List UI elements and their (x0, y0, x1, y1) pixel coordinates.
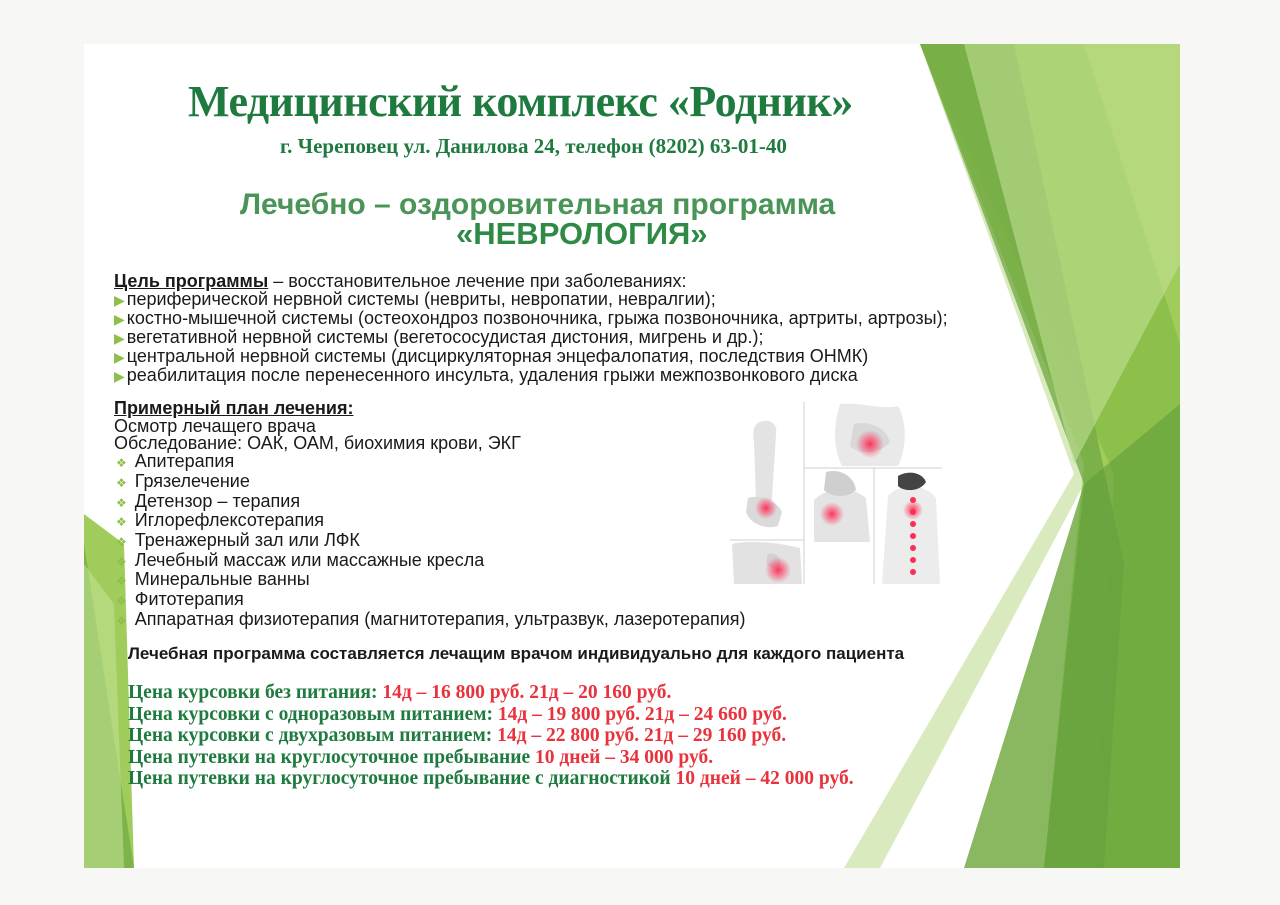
triangle-bullet-icon: ▶ (114, 292, 125, 308)
pain-points-collage (730, 402, 942, 584)
triangle-bullet-icon: ▶ (114, 311, 125, 327)
clinic-title: Медицинский комплекс «Родник» (188, 77, 853, 126)
price-list (128, 682, 1128, 790)
flyer-sheet (84, 44, 1180, 868)
triangle-bullet-icon: ▶ (114, 330, 125, 346)
price-value: 14д – 16 800 руб. 21д – 20 160 руб. (382, 682, 672, 703)
plan-line: Обследование: ОАК, ОАМ, биохимия крови, ЭКГ (114, 433, 521, 454)
program-name: «НЕВРОЛОГИЯ» (456, 216, 708, 251)
plan-list-item: ❖ Лечебный массаж или массажные кресла (116, 549, 485, 570)
plan-list-item: ❖ Фитотерапия (116, 589, 244, 610)
plan-list-item: ❖ Тренажерный зал или ЛФК (116, 529, 360, 550)
program-note: Лечебная программа составляется лечащим врачом индивидуально для каждого пациента (128, 644, 905, 663)
clinic-address: г. Череповец ул. Данилова 24, телефон (8202) 63-01-40 (280, 134, 787, 158)
goal-text: – восстановительное лечение при заболеваниях: (268, 271, 687, 291)
diamond-bullet-icon: ❖ (116, 594, 127, 609)
plan-list-item: ❖ Грязелечение (116, 470, 250, 491)
goal-list-item: ▶ костно-мышечной системы (остеохондроз позвоночника, грыжа позвоночника, артриты, артрозы); (114, 308, 948, 328)
diamond-bullet-icon: ❖ (116, 534, 127, 549)
price-label: Цена курсовки с двухразовым питанием: (128, 725, 498, 746)
diamond-bullet-icon: ❖ (116, 554, 127, 569)
goal-heading (114, 272, 1114, 290)
price-label: Цена курсовки без питания: (128, 682, 383, 703)
price-label: Цена курсовки с одноразовым питанием: (128, 703, 498, 725)
goal-list-item: ▶ реабилитация после перенесенного инсульта, удаления грыжи межпозвонкового диска (114, 365, 858, 385)
plan-list-item: ❖ Иглорефлексотерапия (116, 510, 325, 531)
price-row (128, 768, 1128, 790)
triangle-bullet-icon: ▶ (114, 368, 125, 384)
plan-list-item: ❖ Детензор – терапия (116, 490, 301, 511)
plan-heading: Примерный план лечения: (114, 398, 354, 418)
price-value: 14д – 22 800 руб. 21д – 29 160 руб. (497, 725, 787, 746)
goal-list-item: ▶ центральной нервной системы (дисциркуляторная энцефалопатия, последствия ОНМК) (114, 346, 869, 366)
diamond-bullet-icon: ❖ (116, 475, 127, 490)
price-row (128, 725, 1128, 747)
goal-label: Цель программы (114, 271, 269, 291)
diamond-bullet-icon: ❖ (116, 456, 127, 471)
goal-list-item: ▶ вегетативной нервной системы (вегетососудистая дистония, мигрень и др.); (114, 327, 764, 347)
program-goal (114, 272, 1114, 385)
triangle-bullet-icon: ▶ (114, 349, 125, 365)
plan-list-item: ❖ Аппаратная физиотерапия (магнитотерапия, ультразвук, лазеротерапия) (116, 608, 746, 629)
diamond-bullet-icon: ❖ (116, 515, 127, 530)
diamond-bullet-icon: ❖ (116, 495, 127, 510)
price-value: 10 дней – 34 000 руб. (535, 746, 714, 768)
price-value: 14д – 19 800 руб. 21д – 24 660 руб. (497, 703, 787, 725)
price-label: Цена путевки на круглосуточное пребывание (128, 746, 535, 768)
plan-list-item: ❖ Минеральные ванны (116, 569, 310, 590)
price-row (128, 704, 1128, 726)
diamond-bullet-icon: ❖ (116, 574, 127, 589)
plan-list-item: ❖ Апитерапия (116, 451, 235, 472)
diamond-bullet-icon: ❖ (116, 613, 127, 628)
price-label: Цена путевки на круглосуточное пребывание с диагностикой (128, 768, 676, 789)
price-value: 10 дней – 42 000 руб. (675, 768, 854, 789)
plan-line: Осмотр лечащего врача (114, 415, 316, 436)
goal-list-item: ▶ периферической нервной системы (невриты, невропатии, невралгии); (114, 289, 716, 309)
price-row (128, 682, 1128, 704)
price-row (128, 747, 1128, 769)
program-subtitle: Лечебно – оздоровительная программа (240, 188, 836, 221)
